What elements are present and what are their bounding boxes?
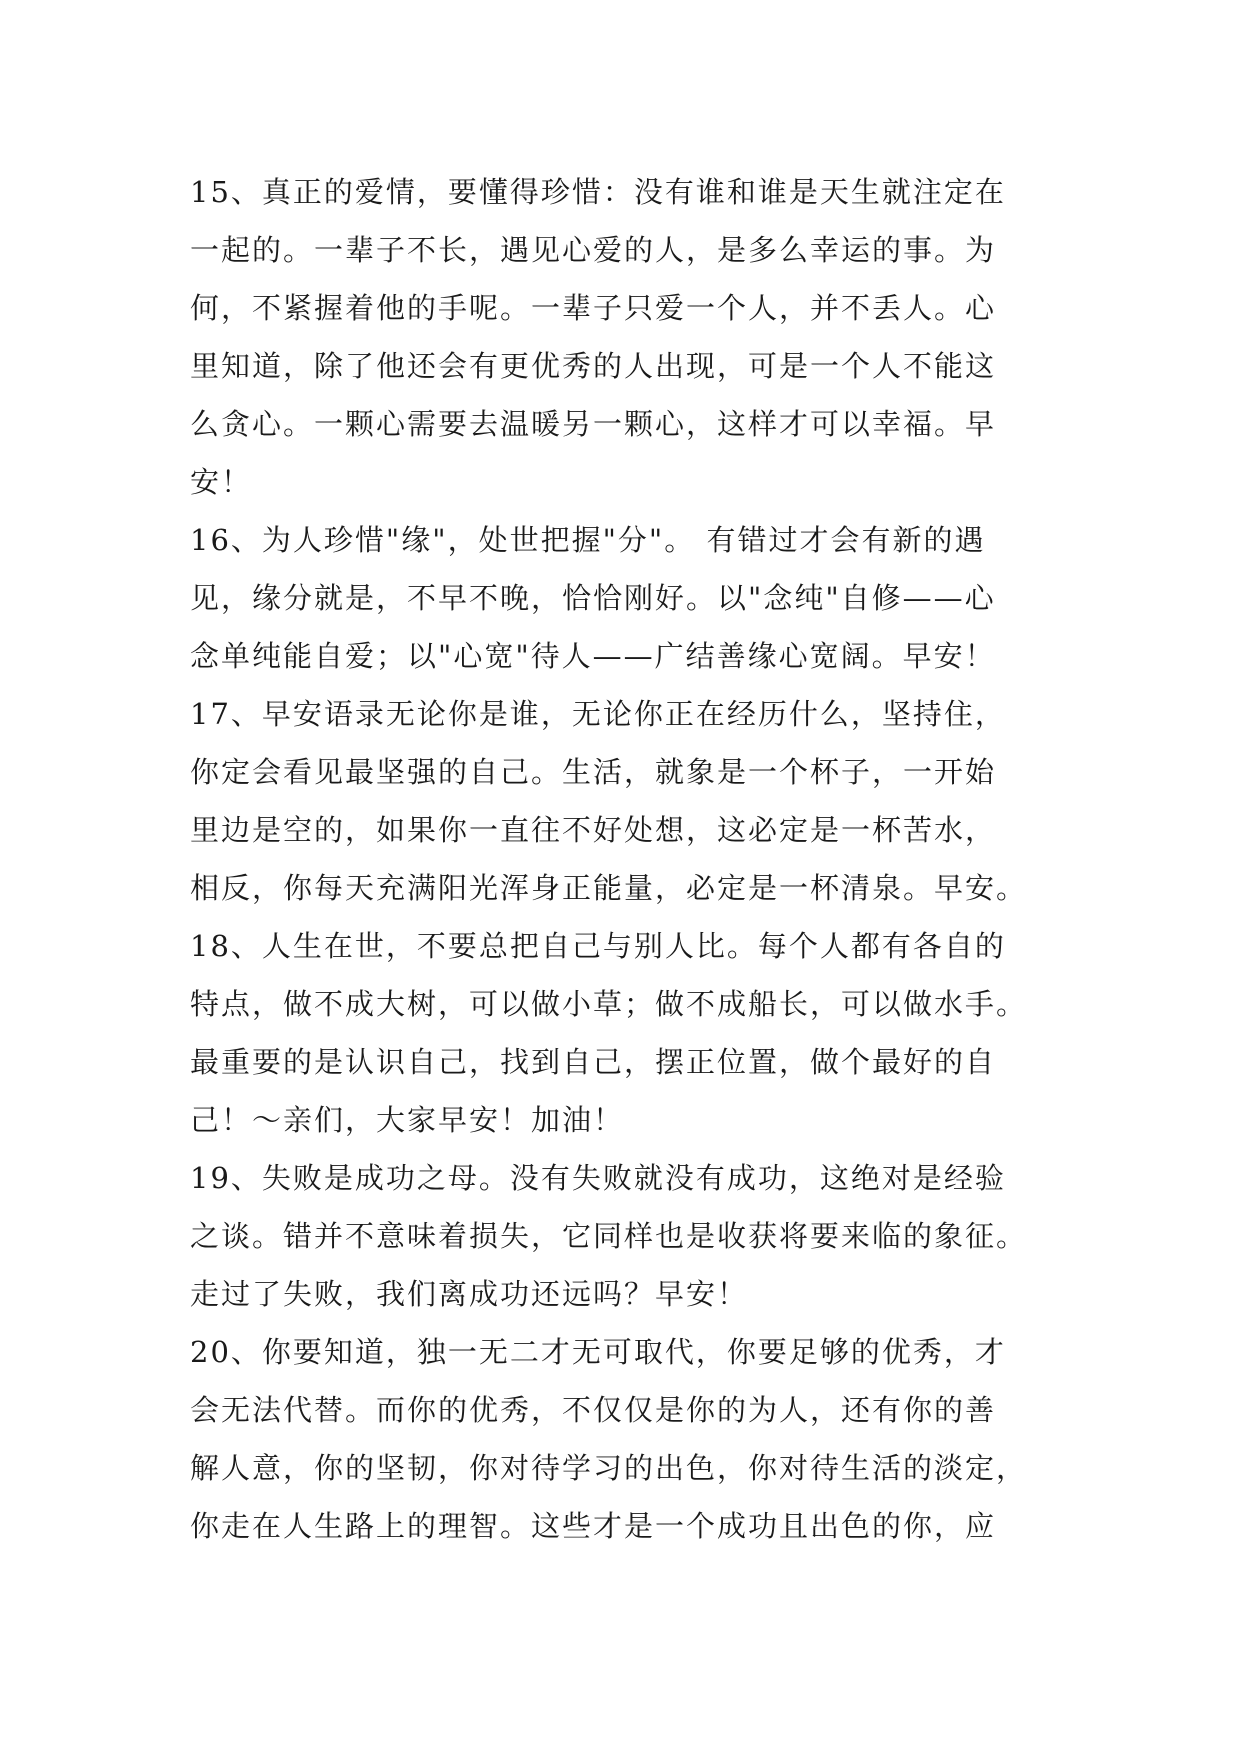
text-line: 么贪心。一颗心需要去温暖另一颗心，这样才可以幸福。早 bbox=[190, 407, 997, 441]
text-line: 见，缘分就是，不早不晚，恰恰刚好。以"念纯"自修——心 bbox=[190, 581, 996, 615]
text-line: 17、早安语录无论你是谁，无论你正在经历什么，坚持住， bbox=[190, 697, 1006, 731]
text-line: 里边是空的，如果你一直往不好处想，这必定是一杯苦水， bbox=[190, 813, 997, 847]
text-line: 相反，你每天充满阳光浑身正能量，必定是一杯清泉。早安。 bbox=[190, 871, 1028, 905]
text-line: 特点，做不成大树，可以做小草；做不成船长，可以做水手。 bbox=[190, 987, 1028, 1021]
text-line: 之谈。错并不意味着损失，它同样也是收获将要来临的象征。 bbox=[190, 1219, 1028, 1253]
text-line: 你定会看见最坚强的自己。生活，就象是一个杯子，一开始 bbox=[190, 755, 997, 789]
text-line: 己！～亲们，大家早安！加油！ bbox=[190, 1103, 625, 1137]
text-line: 会无法代替。而你的优秀，不仅仅是你的为人，还有你的善 bbox=[190, 1393, 997, 1427]
text-line: 安！ bbox=[190, 465, 253, 499]
text-line: 走过了失败，我们离成功还远吗？早安！ bbox=[190, 1277, 749, 1311]
text-line: 念单纯能自爱；以"心宽"待人——广结善缘心宽阔。早安！ bbox=[190, 639, 996, 673]
text-line: 一起的。一辈子不长，遇见心爱的人，是多么幸运的事。为 bbox=[190, 233, 997, 267]
text-line: 19、失败是成功之母。没有失败就没有成功，这绝对是经验 bbox=[190, 1161, 1006, 1195]
text-line: 20、你要知道，独一无二才无可取代，你要足够的优秀，才 bbox=[190, 1335, 1006, 1369]
text-line: 最重要的是认识自己，找到自己，摆正位置，做个最好的自 bbox=[190, 1045, 997, 1079]
text-line: 18、人生在世，不要总把自己与别人比。每个人都有各自的 bbox=[190, 929, 1006, 963]
text-line: 何，不紧握着他的手呢。一辈子只爱一个人，并不丢人。心 bbox=[190, 291, 997, 325]
text-line: 15、真正的爱情，要懂得珍惜：没有谁和谁是天生就注定在 bbox=[190, 175, 1006, 209]
text-line: 里知道，除了他还会有更优秀的人出现，可是一个人不能这 bbox=[190, 349, 997, 383]
text-line: 16、为人珍惜"缘"，处世把握"分"。 有错过才会有新的遇 bbox=[190, 523, 986, 557]
text-line: 解人意，你的坚韧，你对待学习的出色，你对待生活的淡定， bbox=[190, 1451, 1028, 1485]
document-body bbox=[190, 163, 1060, 1555]
text-line: 你走在人生路上的理智。这些才是一个成功且出色的你，应 bbox=[190, 1509, 997, 1543]
